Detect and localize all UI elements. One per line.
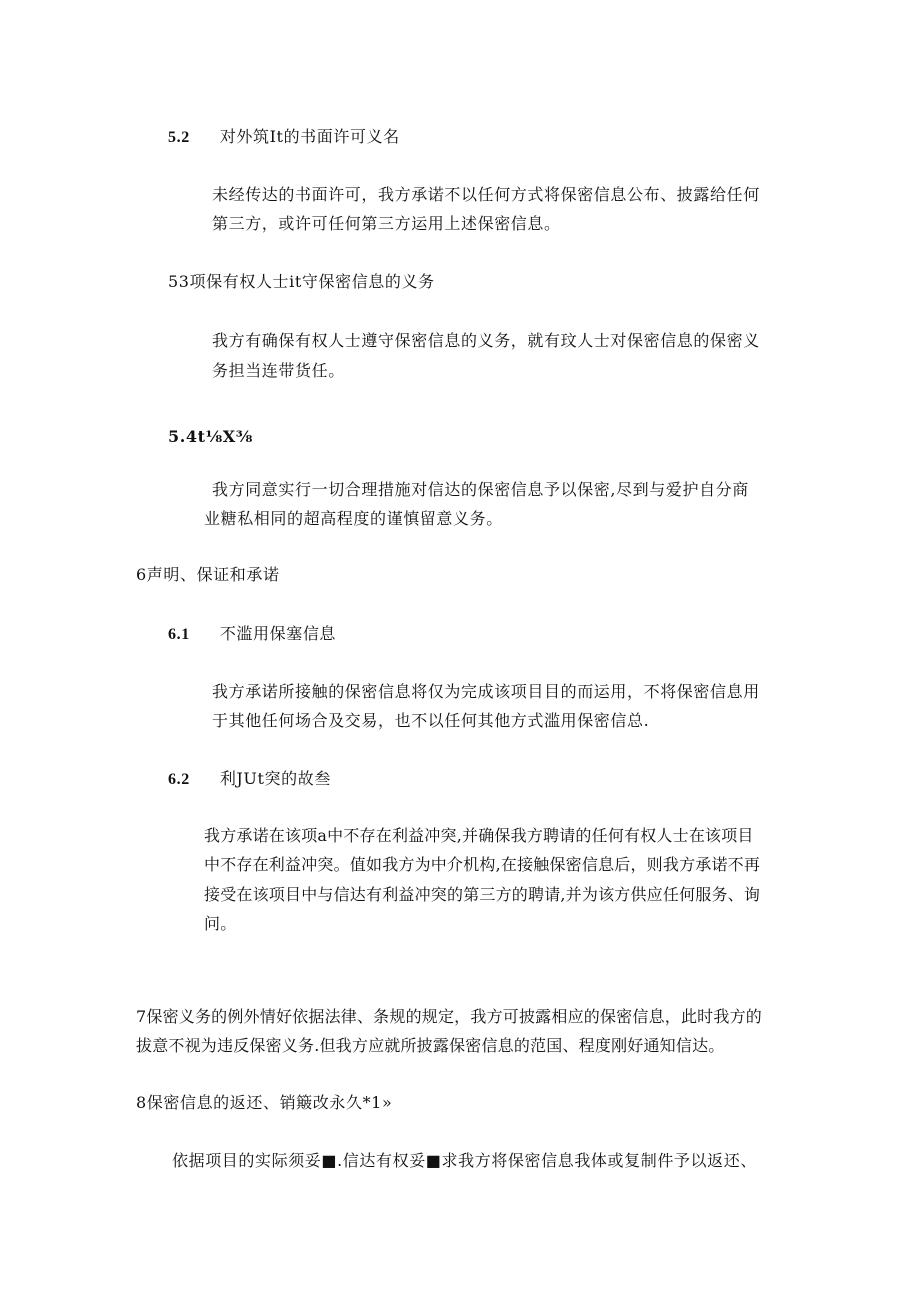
section-5-3-body-line-1: 我方有确保有权人士遵守保密信息的义务，就有玟人士对保密信息的保密义 <box>212 331 760 350</box>
section-5-4-heading: 5.4t⅛X⅜ <box>168 427 253 446</box>
section-8-heading: 8保密信息的返还、销簸改永久*1» <box>136 1093 393 1112</box>
section-6-1-number: 6.1 <box>168 626 190 643</box>
section-5-2-number: 5.2 <box>168 129 190 146</box>
section-6-1-title: 不滥用保塞信息 <box>219 624 337 643</box>
section-5-4-body-line-2: 业糖私相同的超高程度的谨慎留意义务。 <box>204 509 503 528</box>
section-6-1-body-line-2: 于其他任何场合及交易，也不以任何其他方式滥用保密信总. <box>212 711 650 730</box>
section-6-1-body-line-1: 我方承诺所接触的保密信息将仅为完成该项目目的而运用，不将保密信息用 <box>212 682 760 701</box>
section-5-2-body-line-2: 第三方，或许可任何第三方运用上述保密信息。 <box>212 214 561 233</box>
section-7-body-line-2: 拔意不视为违反保密义务.但我方应就所披露保密信息的范国、程度刚好通知信达。 <box>136 1036 725 1055</box>
section-8-body-line-1: 依据项目的实际须妥■.信达有权妥■求我方将保密信息我体或复制件予以返还、 <box>172 1151 757 1170</box>
section-6-heading: 6声明、保证和承诺 <box>136 565 280 584</box>
section-6-2-body-line-4: 问。 <box>204 914 237 933</box>
section-5-3-body-line-2: 务担当连带货任。 <box>212 361 345 380</box>
section-6-2-heading <box>168 769 331 790</box>
section-5-3-heading: 53项保有权人士it守保密信息的义务 <box>168 272 435 291</box>
section-6-2-body-line-2: 中不存在利益冲突。值如我方为中介机构,在接触保密信息后，则我方承诺不再 <box>204 855 761 874</box>
section-6-1-heading <box>168 624 336 645</box>
section-6-2-body-line-3: 接受在该项目中与信达有利益冲突的第三方的聘请,并为该方供应任何服务、询 <box>204 885 761 904</box>
section-5-4-body-line-1: 我方同意实行一切合理措施对信达的保密信息予以保密,尽到与爱护自分商 <box>212 480 749 499</box>
section-7-body-line-1: 7保密义务的例外情好依据法律、条规的规定，我方可披露相应的保密信息，此时我方的 <box>136 1007 762 1026</box>
section-5-2-title: 对外筑It的书面许可义名 <box>219 127 400 146</box>
section-6-2-body-line-1: 我方承诺在该项a中不存在利益冲突,并确保我方聘请的任何有权人士在该项目 <box>204 826 754 845</box>
section-6-2-title: 利JUt突的故叁 <box>219 769 331 788</box>
section-5-2-body-line-1: 未经传达的书面许可，我方承诺不以任何方式将保密信息公布、披露给任何 <box>212 185 760 204</box>
section-5-2-heading <box>168 127 400 148</box>
section-6-2-number: 6.2 <box>168 771 190 788</box>
